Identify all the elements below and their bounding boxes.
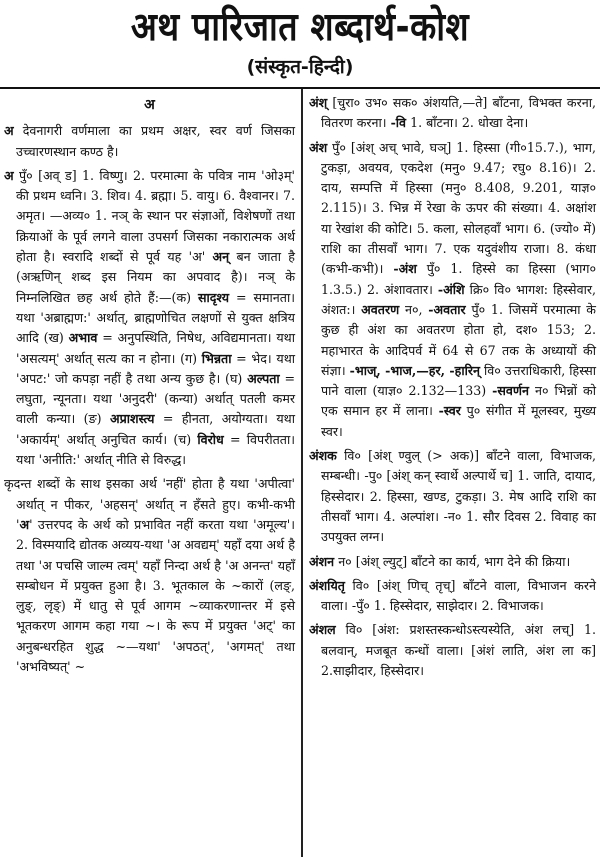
- entry-definition: = हीनता, अयोग्यता। यथा 'अकार्यम्' अर्थात् अनुचित कार्य। (च): [16, 411, 295, 447]
- entry-definition: = अनुपस्थिति, निषेध, अविद्यमानता। यथा 'असत्यम्' अर्थात् सत्य का न होना। (ग): [16, 330, 295, 366]
- bold-term: विरोध: [197, 431, 224, 447]
- bold-term: अप्राशस्त्य: [109, 411, 155, 427]
- bold-term: अभाव: [68, 330, 98, 346]
- bold-term: -अंश: [393, 261, 417, 277]
- entry-definition: पुँ० [अव् ड] 1. विष्णु। 2. परमात्मा के पवित्र नाम 'ओ३म्' की प्रथम ध्वनि। 3. शिव। 4. ब्रह्मा। 5. वायु। 6. वैश्वानर। 7. अमृत। —अव्य० 1. नञ् के स्थान पर संज्ञाओं, विशेषणों तथा क्रियाओं के पूर्व लगने वाला उपसर्ग जिसका नकारात्मक अर्थ होता है। स्वरादि शब्दों से पूर्व यह 'अ': [13, 167, 295, 265]
- entry-headword: अ: [4, 123, 14, 139]
- dictionary-entry: [309, 552, 596, 572]
- bold-term: अ: [19, 516, 30, 532]
- entry-headword: अंशल: [309, 622, 336, 638]
- bold-term: भिन्नता: [201, 350, 232, 366]
- entry-headword: अंश्: [309, 95, 328, 110]
- entry-headword: अंशक: [309, 448, 337, 464]
- left-column: [4, 93, 295, 681]
- dictionary-entry: [4, 474, 295, 677]
- entry-definition: = भेद। यथा 'अपट:' जो कपड़ा नहीं है तथा अन्य कुछ है। (घ): [16, 350, 295, 386]
- dictionary-entry: [309, 138, 596, 442]
- entry-definition: = विपरीतता। यथा 'अनीति:' अर्थात् नीति से विरुद्ध।: [16, 431, 295, 468]
- section-letter: अ: [144, 97, 155, 113]
- entry-definition: कृदन्त शब्दों के साथ इसका अर्थ 'नहीं' होता है यथा 'अपीत्वा' अर्थात् न पीकर, 'अहसन्' अर्थात् न हँसते हुए। कभी-कभी ': [4, 476, 295, 532]
- entry-definition: न० [अंश् ल्युट्] बाँटने का कार्य, भाग देने की क्रिया।: [334, 553, 571, 569]
- entry-definition: वि० [अंश् णिच् तृच्] बाँटने वाला, विभाजन करने वाला। -पुँ० 1. हिस्सेदार, साझेदार। 2. विभाजक।: [321, 577, 596, 614]
- bold-term: -अवतार: [428, 301, 466, 317]
- entry-definition: देवनागरी वर्णमाला का प्रथम अक्षर, स्वर वर्ण जिसका उच्चारणस्थान कण्ठ है।: [13, 123, 295, 159]
- dictionary-entry: [4, 121, 295, 162]
- entry-definition: पुँ० 1. जिसमें परमात्मा के कुछ ही अंश का अवतरण होता हो, दश० 153; 2. महाभारत के आदिपर्व में 64 से 67 तक के अध्यायों की संज्ञा।: [321, 301, 596, 378]
- entry-definition: [चुरा० उभ० सक० अंशयति,—ते] बाँटना, विभक्त करना, वितरण करना।: [321, 95, 596, 131]
- entry-definition: न०,: [399, 301, 429, 317]
- entry-definition: क्रि० वि० भागश: हिस्सेवार, अंशत:।: [321, 281, 596, 317]
- entry-definition: पुँ० [अंश् अच् भावे, घञ्] 1. हिस्सा (गी०15.7.), भाग, टुकड़ा, अवयव, एकदेश (मनु० 9.47; रघु० 8.16)। 2. दाय, सम्पत्ति में हिस्सा (मनु० 8.408, 9.201, याज्ञ० 2.115)। 3. भिन्न में रेखा के ऊपर की संख्या। 4. अक्षांश या रेखांश की कोटि। 5. कला, सोलहवाँ भाग। 6. (ज्यो० में) राशि का तीसवाँ भाग। 7. एक यदुवंशीय राजा। 8. कंधा (कभी-कभी)।: [321, 139, 596, 277]
- bold-term: -भाज्, -भाज,—हर, -हारिन्: [349, 362, 480, 378]
- bold-term: -वि: [390, 115, 407, 131]
- entry-definition: पुँ० 1. हिस्से का हिस्सा (भाग० 1.3.5.) 2. अंशावतार।: [321, 261, 596, 297]
- bold-term: अन्: [212, 249, 230, 265]
- bold-term: -स्वर: [438, 403, 461, 419]
- page-header: [0, 0, 600, 86]
- entry-headword: अंशन: [309, 553, 335, 569]
- entry-definition: वि० उत्तराधिकारी, हिस्सा पाने वाला (याज्ञ० 2.132—133): [321, 362, 596, 399]
- entry-definition: 1. बाँटना। 2. धोखा देना।: [406, 115, 529, 131]
- dictionary-entry: [309, 446, 596, 547]
- entry-definition: = लघुता, न्यूनता। यथा 'अनुदरी' (कन्या) अर्थात् पतली कमर वाली कन्या। (ङ): [16, 370, 295, 427]
- entry-headword: अंश: [309, 139, 328, 155]
- bold-term: अवतरण: [361, 301, 400, 317]
- entry-definition: वि० [अंश: प्रशस्तस्कन्धोऽस्त्यस्येति, अंश लच्] 1. बलवान्, मजबूत कन्धों वाला। [अंशं लाति, अंश ला क] 2.साझीदार, हिस्सेदार।: [321, 622, 596, 679]
- dictionary-entry: [4, 166, 295, 470]
- entry-definition: न० भिन्नों को एक समान हर में लाना।: [321, 383, 596, 419]
- right-column: [309, 93, 596, 685]
- dictionary-entry: [309, 620, 596, 681]
- entry-headword: अंशयितृ: [309, 577, 345, 593]
- bold-term: अल्पता: [247, 370, 280, 386]
- column-divider: [301, 89, 303, 857]
- bold-term: -अंशि: [437, 281, 465, 297]
- entry-headword: अ: [4, 167, 14, 183]
- entry-definition: बन जाता है (अऋणिन् शब्द इस नियम का अपवाद है)। नञ् के निम्नलिखित छह अर्थ होते हैं:—(क): [16, 249, 295, 305]
- entry-definition: पु० संगीत में मूलस्वर, मुख्य स्वर।: [321, 403, 596, 439]
- bold-term: सादृश्य: [197, 289, 230, 305]
- page-subtitle: (संस्कृत-हिन्दी): [246, 56, 354, 78]
- header-rule: [0, 87, 600, 89]
- page-title: अथ पारिजात शब्दार्थ-कोश: [130, 4, 470, 51]
- dictionary-entry: [309, 93, 596, 134]
- dictionary-entry: [309, 576, 596, 617]
- bold-term: -सवर्णन: [492, 383, 529, 399]
- entry-definition: = समानता। यथा 'अब्राह्मण:' अर्थात्, ब्राह्मणोचित लक्षणों से युक्त क्षत्रिय आदि (ख): [16, 289, 295, 346]
- entry-definition: वि० [अंश् ण्वुल् (> अक)] बाँटने वाला, विभाजक, सम्बन्धी। -पु० [अंश् कन् स्वार्थे अल्पार्थे च] 1. जाति, दायाद, हिस्सेदार। 2. हिस्सा, खण्ड, टुकड़ा। 3. मेष आदि राशि का तीसवाँ भाग। 4. अल्पांश। -न० 1. सौर दिवस 2. विवाह का उपयुक्त लग्न।: [321, 448, 596, 545]
- entry-definition: ' उत्तरपद के अर्थ को प्रभावित नहीं करता यथा 'अमूल्य'। 2. विस्मयादि द्योतक अव्यय-यथा 'अ अवद्यम्' यहाँ दया अर्थ है तथा 'अ पचसि जाल्म त्वम्' यहाँ निन्दा अर्थ है 'अ अनन्त' यहाँ सम्बोधन में प्रयुक्त हुआ है। 3. भूतकाल के ~कारों (लङ्, लुङ्, लृङ्) में धातु से पूर्व आगम ~व्याकरणान्तर में इसे भूतकरण आगम कहा गया ~। के रूप में प्रयुक्त 'अट्' का अनुबन्धरहित शुद्ध ~—यथा' 'अपठत्', 'अगमत्' तथा 'अभविष्यत्' ~: [16, 516, 295, 675]
